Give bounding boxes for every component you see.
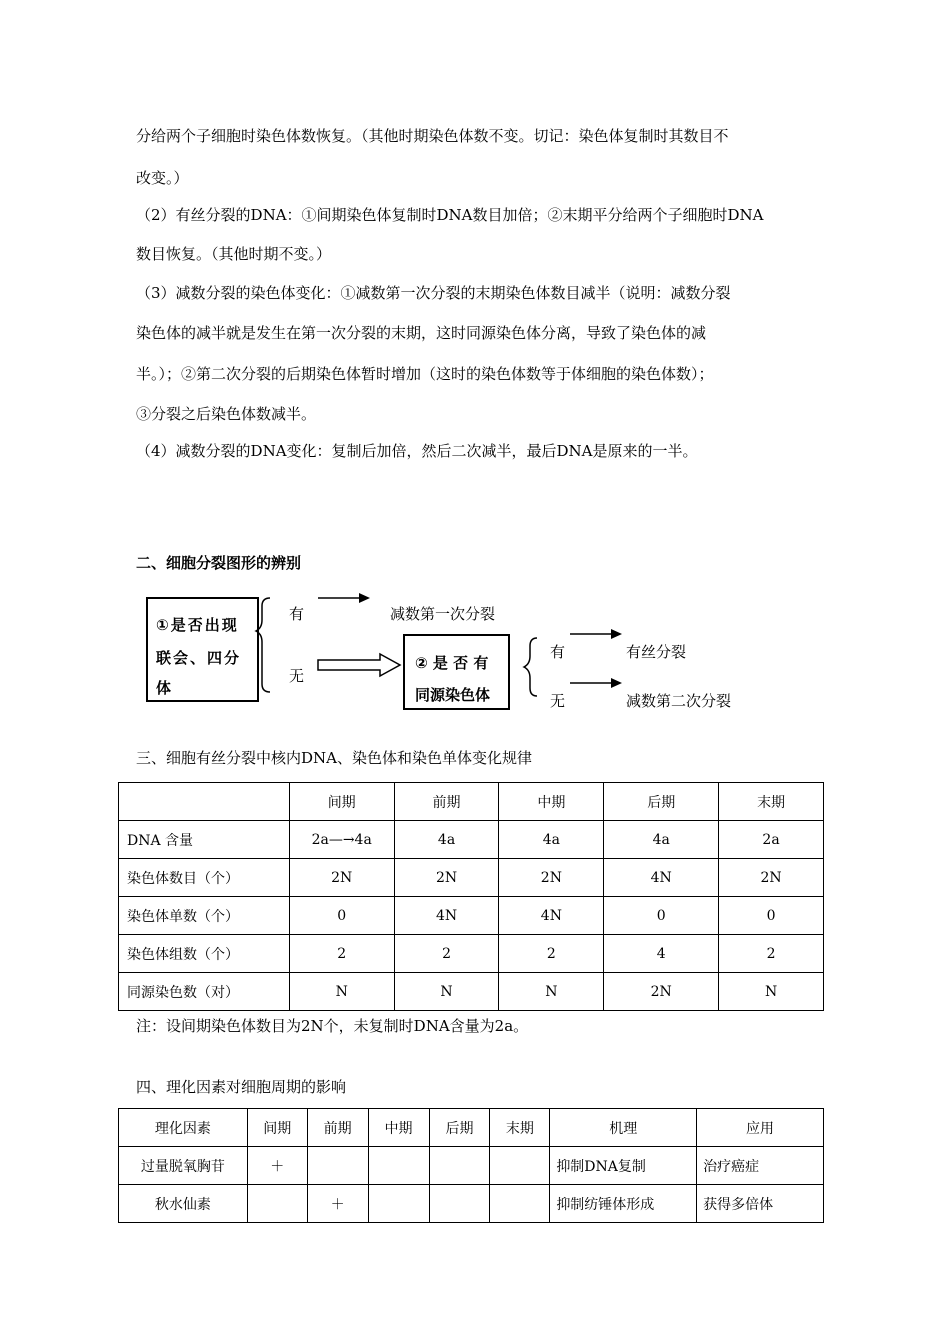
table-cell — [490, 1185, 550, 1223]
paragraph-line: 改变。） — [136, 169, 189, 187]
table-cell: 4a — [499, 821, 604, 859]
paragraph-line: 分给两个子细胞时染色体数恢复。（其他时期染色体数不变。切记：染色体复制时其数目不 — [136, 127, 729, 145]
table-row — [119, 859, 824, 897]
row-label: 染色体数目（个） — [119, 859, 290, 897]
row-label: 染色体单数（个） — [119, 897, 290, 935]
table-row — [119, 821, 824, 859]
table-cell: 2 — [289, 935, 394, 973]
table-note: 注：设间期染色体数目为2N个，未复制时DNA含量为2a。 — [136, 1017, 529, 1035]
result-meiosis-1: 减数第一次分裂 — [390, 605, 496, 623]
table-row — [119, 897, 824, 935]
paragraph-line: 数目恢复。（其他时期不变。） — [136, 245, 332, 263]
table-cell: N — [289, 973, 394, 1011]
table-cell: ＋ — [247, 1147, 307, 1185]
table-header-cell: 应用 — [697, 1109, 824, 1147]
table-cell: 2N — [719, 859, 824, 897]
table-cell: 2N — [289, 859, 394, 897]
table-header-cell: 末期 — [719, 783, 824, 821]
table-row — [119, 1147, 824, 1185]
box1-line2: 联会、四分 — [156, 649, 242, 667]
factors-table — [118, 1108, 824, 1223]
table-cell: 2 — [499, 935, 604, 973]
paragraph-line: （3）减数分裂的染色体变化：①减数第一次分裂的末期染色体数目减半（说明：减数分裂 — [136, 284, 731, 302]
table-header-cell: 后期 — [604, 783, 719, 821]
arrowhead-icon — [359, 593, 370, 603]
table-cell: 2 — [719, 935, 824, 973]
table-header-cell: 前期 — [394, 783, 499, 821]
hollow-arrow-icon — [318, 654, 400, 676]
table-cell: 2a — [719, 821, 824, 859]
table-header-cell: 理化因素 — [119, 1109, 248, 1147]
table-cell: N — [719, 973, 824, 1011]
box1-line1: ①是否出现 — [156, 616, 239, 634]
mitosis-table — [118, 782, 824, 1011]
result-meiosis-2: 减数第二次分裂 — [626, 692, 732, 710]
table-cell: 2N — [499, 859, 604, 897]
section-3-title: 三、细胞有丝分裂中核内DNA、染色体和染色单体变化规律 — [136, 749, 532, 767]
table-header-cell: 机理 — [550, 1109, 697, 1147]
table-cell: 4N — [499, 897, 604, 935]
table-cell: ＋ — [307, 1185, 368, 1223]
brace-icon — [256, 598, 270, 692]
brace-icon — [524, 638, 537, 696]
row-label: 染色体组数（个） — [119, 935, 290, 973]
table-cell: 4N — [604, 859, 719, 897]
table-header-cell — [119, 783, 290, 821]
table-cell: 2a—→4a — [289, 821, 394, 859]
table-cell: 2N — [604, 973, 719, 1011]
section-2-title: 二、细胞分裂图形的辨别 — [136, 554, 302, 572]
table-cell — [368, 1185, 429, 1223]
no-label-1: 无 — [289, 667, 305, 685]
paragraph-line: 半。）；②第二次分裂的后期染色体暂时增加（这时的染色体数等于体细胞的染色体数）； — [136, 365, 714, 383]
table-cell: 获得多倍体 — [697, 1185, 824, 1223]
box1-line3: 体 — [156, 679, 172, 697]
table-cell: 0 — [289, 897, 394, 935]
table-cell — [490, 1147, 550, 1185]
result-mitosis: 有丝分裂 — [626, 643, 687, 661]
table-row — [119, 1185, 824, 1223]
table-cell: 秋水仙素 — [119, 1185, 248, 1223]
table-cell: 治疗癌症 — [697, 1147, 824, 1185]
table-cell: 2 — [394, 935, 499, 973]
table-cell: N — [499, 973, 604, 1011]
table-header-cell: 前期 — [307, 1109, 368, 1147]
table-cell: 0 — [719, 897, 824, 935]
table-row — [119, 973, 824, 1011]
yes-label-2: 有 — [550, 643, 566, 661]
table-row — [119, 935, 824, 973]
table-cell: 4a — [394, 821, 499, 859]
table-cell: 4 — [604, 935, 719, 973]
paragraph-line: （4）减数分裂的DNA变化：复制后加倍，然后二次减半，最后DNA是原来的一半。 — [136, 442, 698, 460]
table-header-cell: 间期 — [247, 1109, 307, 1147]
paragraph-line: 染色体的减半就是发生在第一次分裂的末期，这时同源染色体分离，导致了染色体的减 — [136, 324, 707, 342]
table-cell: 4a — [604, 821, 719, 859]
table-cell — [247, 1185, 307, 1223]
yes-label-1: 有 — [289, 605, 305, 623]
table-header-cell: 中期 — [499, 783, 604, 821]
table-header-row — [119, 783, 824, 821]
table-cell: 2N — [394, 859, 499, 897]
row-label: 同源染色数（对） — [119, 973, 290, 1011]
table-header-cell: 中期 — [368, 1109, 429, 1147]
table-cell — [429, 1185, 490, 1223]
section-4-title: 四、理化因素对细胞周期的影响 — [136, 1078, 347, 1096]
arrowhead-icon — [611, 629, 622, 639]
arrowhead-icon — [611, 678, 622, 688]
table-header-cell: 末期 — [490, 1109, 550, 1147]
table-cell: 过量脱氧胸苷 — [119, 1147, 248, 1185]
table-cell — [307, 1147, 368, 1185]
paragraph-line: （2）有丝分裂的DNA：①间期染色体复制时DNA数目加倍；②末期平分给两个子细胞时DNA — [136, 206, 764, 224]
paragraph-line: ③分裂之后染色体数减半。 — [136, 405, 317, 423]
table-header-cell: 后期 — [429, 1109, 490, 1147]
table-cell: 0 — [604, 897, 719, 935]
table-cell: 抑制DNA复制 — [550, 1147, 697, 1185]
row-label: DNA 含量 — [119, 821, 290, 859]
table-header-cell: 间期 — [289, 783, 394, 821]
table-header-row — [119, 1109, 824, 1147]
table-cell: N — [394, 973, 499, 1011]
table-cell — [368, 1147, 429, 1185]
table-cell: 抑制纺锤体形成 — [550, 1185, 697, 1223]
table-cell: 4N — [394, 897, 499, 935]
box2-line2: 同源染色体 — [415, 686, 491, 704]
table-cell — [429, 1147, 490, 1185]
no-label-2: 无 — [550, 692, 566, 710]
box2-line1: ② 是 否 有 — [415, 654, 489, 672]
